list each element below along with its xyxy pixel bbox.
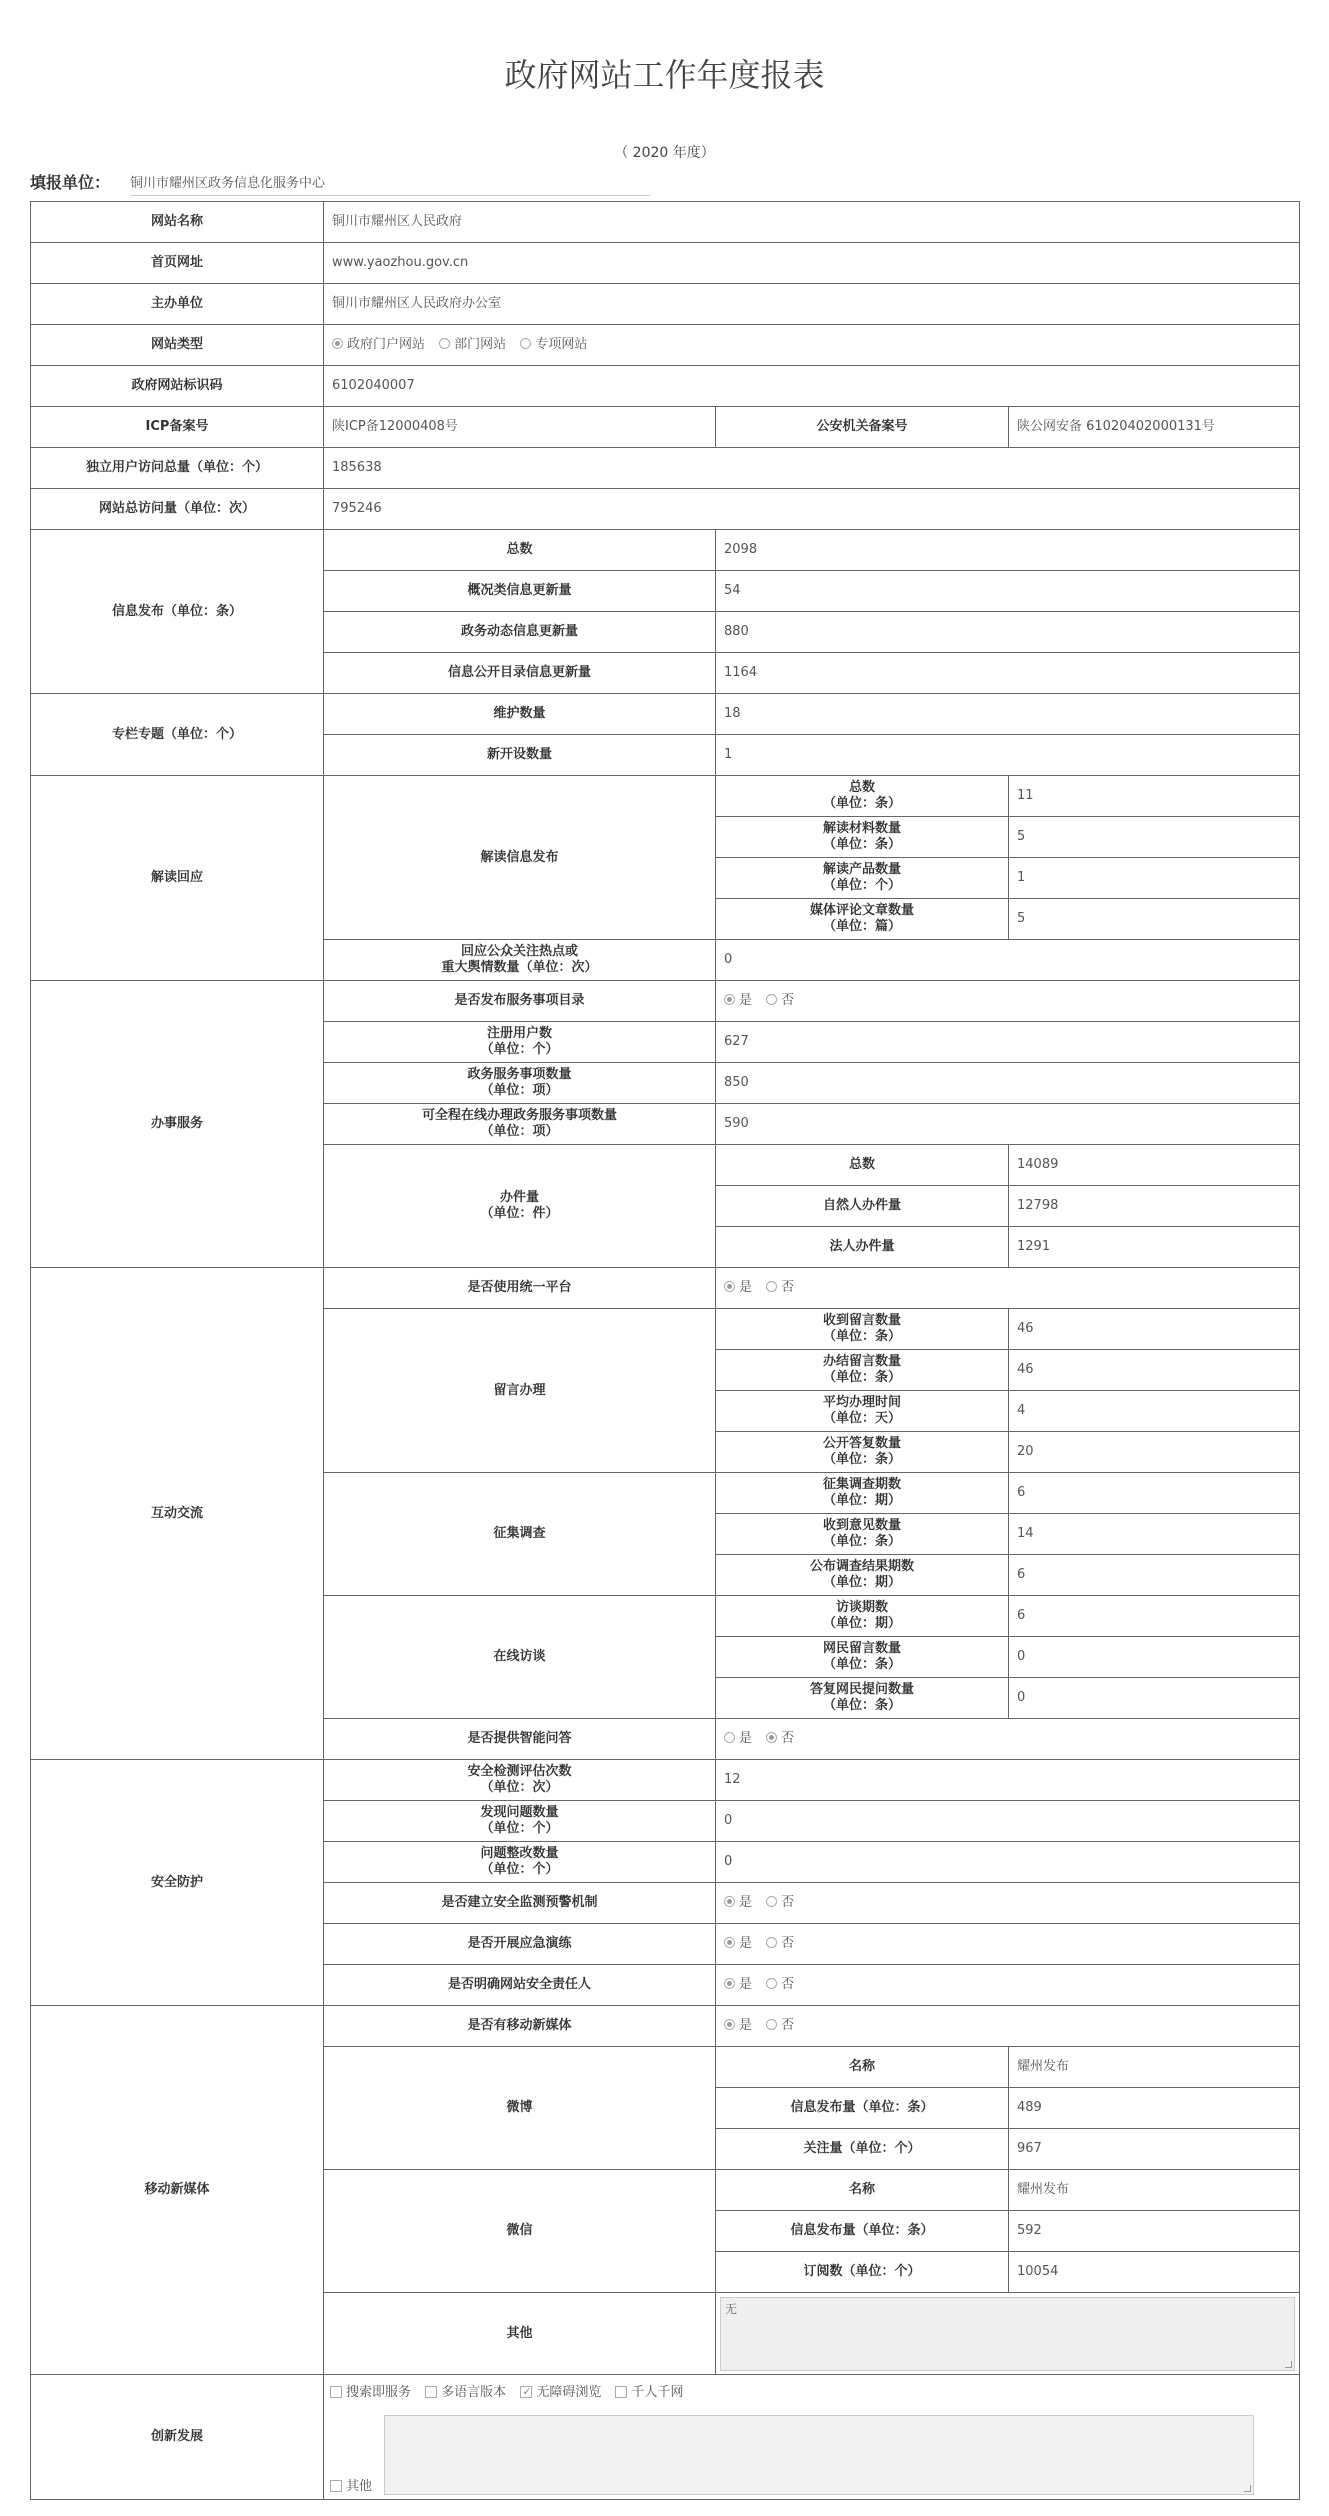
- talk-answers-label: 答复网民提问数量 （单位：条）: [716, 1678, 1009, 1719]
- innovation-accessible-option[interactable]: ✓ 无障碍浏览: [520, 2385, 601, 2400]
- msg-avg-label: 平均办理时间 （单位：天）: [716, 1391, 1009, 1432]
- service-cases-label: 办件量 （单位：件）: [324, 1145, 716, 1268]
- interpret-material-label: 解读材料数量 （单位：条）: [716, 817, 1009, 858]
- security-drill-options: [716, 1924, 1300, 1965]
- msg-recv-label: 收到留言数量 （单位：条）: [716, 1309, 1009, 1350]
- service-cases-person-value: 12798: [1009, 1186, 1300, 1227]
- radio-icon[interactable]: [724, 1732, 735, 1743]
- survey-times-label: 征集调查期数 （单位：期）: [716, 1473, 1009, 1514]
- police-record-label: 公安机关备案号: [716, 407, 1009, 448]
- radio-icon[interactable]: [724, 1978, 735, 1989]
- radio-icon[interactable]: [439, 338, 450, 349]
- radio-icon[interactable]: [766, 2019, 777, 2030]
- interaction-label: 互动交流: [31, 1268, 324, 1760]
- service-cases-legal-value: 1291: [1009, 1227, 1300, 1268]
- mobile-has-label: 是否有移动新媒体: [324, 2006, 716, 2047]
- security-issues-value: 0: [716, 1801, 1300, 1842]
- service-items-label: 政务服务事项数量 （单位：项）: [324, 1063, 716, 1104]
- mobile-other-label: 其他: [324, 2293, 716, 2375]
- radio-icon[interactable]: [520, 338, 531, 349]
- service-cases-total-value: 14089: [1009, 1145, 1300, 1186]
- innovation-other-option[interactable]: 其他: [330, 2479, 372, 2495]
- msg-done-label: 办结留言数量 （单位：条）: [716, 1350, 1009, 1391]
- icp-label: ICP备案号: [31, 407, 324, 448]
- icp-value: 陕ICP备12000408号: [324, 407, 716, 448]
- service-catalog-label: 是否发布服务事项目录: [324, 981, 716, 1022]
- security-fixed-label: 问题整改数量 （单位：个）: [324, 1842, 716, 1883]
- talk-times-label: 访谈期数 （单位：期）: [716, 1596, 1009, 1637]
- service-cases-total-label: 总数: [716, 1145, 1009, 1186]
- column-label: 专栏专题（单位：个）: [31, 694, 324, 776]
- yes-option[interactable]: 是: [724, 2018, 752, 2033]
- site-type-portal-option[interactable]: 政府门户网站: [332, 337, 425, 352]
- site-host-value: 铜川市耀州区人民政府办公室: [324, 284, 1300, 325]
- security-checks-value: 12: [716, 1760, 1300, 1801]
- survey-label: 征集调查: [324, 1473, 716, 1596]
- msg-avg-value: 4: [1009, 1391, 1300, 1432]
- site-url-label: 首页网址: [31, 243, 324, 284]
- survey-opinions-label: 收到意见数量 （单位：条）: [716, 1514, 1009, 1555]
- radio-icon[interactable]: [766, 1937, 777, 1948]
- wechat-label: 微信: [324, 2170, 716, 2293]
- security-monitor-label: 是否建立安全监测预警机制: [324, 1883, 716, 1924]
- interpret-total-label: 总数 （单位：条）: [716, 776, 1009, 817]
- site-type-special-option[interactable]: 专项网站: [520, 337, 587, 352]
- interpret-pub-label: 解读信息发布: [324, 776, 716, 940]
- site-name-label: 网站名称: [31, 202, 324, 243]
- page-views-value: 795246: [324, 489, 1300, 530]
- no-option[interactable]: 否: [766, 2018, 794, 2033]
- survey-opinions-value: 14: [1009, 1514, 1300, 1555]
- reporting-unit-field[interactable]: 铜川市耀州区政务信息化服务中心: [130, 172, 650, 196]
- security-owner-options: [716, 1965, 1300, 2006]
- weibo-fans-label: 关注量（单位：个）: [716, 2129, 1009, 2170]
- service-users-value: 627: [716, 1022, 1300, 1063]
- survey-results-value: 6: [1009, 1555, 1300, 1596]
- info-overview-label: 概况类信息更新量: [324, 571, 716, 612]
- radio-icon[interactable]: [724, 1281, 735, 1292]
- site-host-label: 主办单位: [31, 284, 324, 325]
- no-option[interactable]: 否: [766, 993, 794, 1008]
- info-news-label: 政务动态信息更新量: [324, 612, 716, 653]
- interpret-response-label: 回应公众关注热点或 重大舆情数量（单位：次）: [324, 940, 716, 981]
- talk-label: 在线访谈: [324, 1596, 716, 1719]
- weibo-posts-value: 489: [1009, 2088, 1300, 2129]
- weibo-label: 微博: [324, 2047, 716, 2170]
- no-option[interactable]: 否: [766, 1977, 794, 1992]
- service-online-value: 590: [716, 1104, 1300, 1145]
- talk-answers-value: 0: [1009, 1678, 1300, 1719]
- site-name-value: 铜川市耀州区人民政府: [324, 202, 1300, 243]
- service-users-label: 注册用户数 （单位：个）: [324, 1022, 716, 1063]
- security-monitor-options: [716, 1883, 1300, 1924]
- service-label: 办事服务: [31, 981, 324, 1268]
- wechat-posts-label: 信息发布量（单位：条）: [716, 2211, 1009, 2252]
- innovation-options: [330, 2385, 693, 2401]
- survey-times-value: 6: [1009, 1473, 1300, 1514]
- reporting-unit-label: 填报单位：: [30, 173, 111, 192]
- talk-msgs-value: 0: [1009, 1637, 1300, 1678]
- wechat-name-value: 耀州发布: [1009, 2170, 1300, 2211]
- radio-icon[interactable]: [766, 1978, 777, 1989]
- weibo-name-label: 名称: [716, 2047, 1009, 2088]
- qa-options: [716, 1719, 1300, 1760]
- platform-label: 是否使用统一平台: [324, 1268, 716, 1309]
- yes-option[interactable]: 是: [724, 1731, 752, 1746]
- security-drill-label: 是否开展应急演练: [324, 1924, 716, 1965]
- radio-icon[interactable]: [724, 1937, 735, 1948]
- radio-icon[interactable]: [332, 338, 343, 349]
- report-table: [30, 201, 1300, 2500]
- security-checks-label: 安全检测评估次数 （单位：次）: [324, 1760, 716, 1801]
- interpret-material-value: 5: [1009, 817, 1300, 858]
- radio-icon[interactable]: [724, 994, 735, 1005]
- reporting-unit-row: [30, 170, 650, 196]
- security-owner-label: 是否明确网站安全责任人: [324, 1965, 716, 2006]
- msg-label: 留言办理: [324, 1309, 716, 1473]
- talk-times-value: 6: [1009, 1596, 1300, 1637]
- unique-visitors-value: 185638: [324, 448, 1300, 489]
- interpret-total-value: 11: [1009, 776, 1300, 817]
- no-option[interactable]: 否: [766, 1731, 794, 1746]
- radio-icon[interactable]: [724, 1896, 735, 1907]
- weibo-fans-value: 967: [1009, 2129, 1300, 2170]
- weibo-name-value: 耀州发布: [1009, 2047, 1300, 2088]
- survey-results-label: 公布调查结果期数 （单位：期）: [716, 1555, 1009, 1596]
- innovation-label: 创新发展: [31, 2375, 324, 2500]
- radio-icon[interactable]: [766, 994, 777, 1005]
- no-option[interactable]: 否: [766, 1280, 794, 1295]
- security-label: 安全防护: [31, 1760, 324, 2006]
- msg-done-value: 46: [1009, 1350, 1300, 1391]
- service-cases-legal-label: 法人办件量: [716, 1227, 1009, 1268]
- checkbox-icon[interactable]: [615, 2386, 627, 2398]
- column-maintain-value: 18: [716, 694, 1300, 735]
- column-new-value: 1: [716, 735, 1300, 776]
- checkbox-icon[interactable]: [330, 2480, 342, 2492]
- info-catalog-value: 1164: [716, 653, 1300, 694]
- innovation-cell: [324, 2375, 1300, 2500]
- interpret-media-value: 5: [1009, 899, 1300, 940]
- wechat-posts-value: 592: [1009, 2211, 1300, 2252]
- wechat-name-label: 名称: [716, 2170, 1009, 2211]
- mobile-other-cell: [716, 2293, 1300, 2375]
- mobile-label: 移动新媒体: [31, 2006, 324, 2375]
- site-code-label: 政府网站标识码: [31, 366, 324, 407]
- site-type-options: [324, 325, 1300, 366]
- checkbox-icon[interactable]: [425, 2386, 437, 2398]
- interpret-response-value: 0: [716, 940, 1300, 981]
- interpret-label: 解读回应: [31, 776, 324, 981]
- yes-option[interactable]: 是: [724, 1977, 752, 1992]
- msg-public-label: 公开答复数量 （单位：条）: [716, 1432, 1009, 1473]
- innovation-search-option[interactable]: 搜索即服务: [330, 2385, 411, 2400]
- site-type-label: 网站类型: [31, 325, 324, 366]
- innovation-multilang-option[interactable]: 多语言版本: [425, 2385, 506, 2400]
- no-option[interactable]: 否: [766, 1895, 794, 1910]
- report-year: （ 2020 年度）: [614, 145, 715, 161]
- yes-option[interactable]: 是: [724, 993, 752, 1008]
- security-issues-label: 发现问题数量 （单位：个）: [324, 1801, 716, 1842]
- checkbox-icon[interactable]: [520, 2386, 532, 2398]
- radio-icon[interactable]: [724, 2019, 735, 2030]
- interpret-product-label: 解读产品数量 （单位：个）: [716, 858, 1009, 899]
- yes-option[interactable]: 是: [724, 1936, 752, 1951]
- service-items-value: 850: [716, 1063, 1300, 1104]
- info-release-label: 信息发布（单位：条）: [31, 530, 324, 694]
- msg-public-value: 20: [1009, 1432, 1300, 1473]
- site-url-value: www.yaozhou.gov.cn: [324, 243, 1300, 284]
- radio-icon[interactable]: [766, 1896, 777, 1907]
- site-type-department-option[interactable]: 部门网站: [439, 337, 506, 352]
- police-record-value: 陕公网安备 61020402000131号: [1009, 407, 1300, 448]
- security-fixed-value: 0: [716, 1842, 1300, 1883]
- page-title: 政府网站工作年度报表: [504, 56, 825, 94]
- info-news-value: 880: [716, 612, 1300, 653]
- yes-option[interactable]: 是: [724, 1280, 752, 1295]
- wechat-subs-label: 订阅数（单位：个）: [716, 2252, 1009, 2293]
- qa-label: 是否提供智能问答: [324, 1719, 716, 1760]
- innovation-other-textarea[interactable]: [384, 2415, 1254, 2495]
- yes-option[interactable]: 是: [724, 1895, 752, 1910]
- info-overview-value: 54: [716, 571, 1300, 612]
- platform-options: [716, 1268, 1300, 1309]
- info-total-value: 2098: [716, 530, 1300, 571]
- mobile-other-textarea[interactable]: 无: [720, 2297, 1295, 2371]
- column-new-label: 新开设数量: [324, 735, 716, 776]
- mobile-has-options: [716, 2006, 1300, 2047]
- service-online-label: 可全程在线办理政务服务事项数量 （单位：项）: [324, 1104, 716, 1145]
- msg-recv-value: 46: [1009, 1309, 1300, 1350]
- column-maintain-label: 维护数量: [324, 694, 716, 735]
- checkbox-icon[interactable]: [330, 2386, 342, 2398]
- service-cases-person-label: 自然人办件量: [716, 1186, 1009, 1227]
- service-catalog-options: [716, 981, 1300, 1022]
- info-total-label: 总数: [324, 530, 716, 571]
- radio-icon[interactable]: [766, 1281, 777, 1292]
- weibo-posts-label: 信息发布量（单位：条）: [716, 2088, 1009, 2129]
- unique-visitors-label: 独立用户访问总量（单位：个）: [31, 448, 324, 489]
- interpret-media-label: 媒体评论文章数量 （单位：篇）: [716, 899, 1009, 940]
- talk-msgs-label: 网民留言数量 （单位：条）: [716, 1637, 1009, 1678]
- radio-icon[interactable]: [766, 1732, 777, 1743]
- no-option[interactable]: 否: [766, 1936, 794, 1951]
- innovation-personalized-option[interactable]: 千人千网: [615, 2385, 683, 2400]
- interpret-product-value: 1: [1009, 858, 1300, 899]
- info-catalog-label: 信息公开目录信息更新量: [324, 653, 716, 694]
- site-code-value: 6102040007: [324, 366, 1300, 407]
- page-views-label: 网站总访问量（单位：次）: [31, 489, 324, 530]
- wechat-subs-value: 10054: [1009, 2252, 1300, 2293]
